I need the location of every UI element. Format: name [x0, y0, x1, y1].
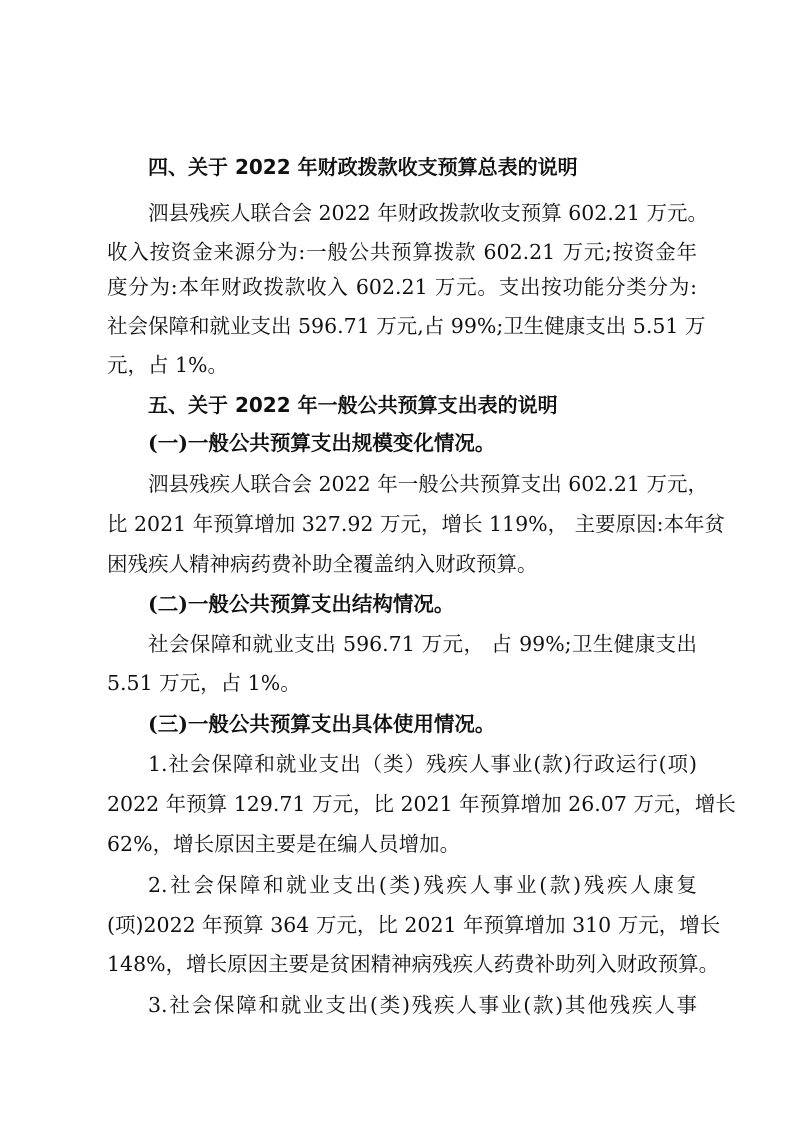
paragraph-line: 度分为:本年财政拨款收入 602.21 万元。支出按功能分类分为:: [107, 275, 697, 299]
subsection-3-heading: (三)一般公共预算支出具体使用情况。: [148, 712, 496, 736]
list-item-line: 2.社会保障和就业支出(类)残疾人事业(款)残疾人康复: [148, 873, 697, 897]
list-item-line: 2022 年预算 129.71 万元，比 2021 年预算增加 26.07 万元，增长: [107, 792, 736, 816]
section-5-heading: 五、关于 2022 年一般公共预算支出表的说明: [148, 393, 558, 417]
paragraph-line: 社会保障和就业支出 596.71 万元,占 99%;卫生健康支出 5.51 万: [107, 314, 706, 338]
list-item-line: 1.社会保障和就业支出（类）残疾人事业(款)行政运行(项): [148, 752, 697, 776]
paragraph-line: 困残疾人精神病药费补助全覆盖纳入财政预算。: [107, 552, 538, 576]
paragraph-line: 5.51 万元，占 1%。: [107, 671, 301, 695]
list-item-line: 3.社会保障和就业支出(类)残疾人事业(款)其他残疾人事: [148, 993, 697, 1017]
list-item-line: (项)2022 年预算 364 万元，比 2021 年预算增加 310 万元，增长: [107, 913, 721, 937]
paragraph-line: 收入按资金来源分为:一般公共预算拨款 602.21 万元;按资金年: [107, 240, 697, 264]
paragraph-line: 泗县残疾人联合会 2022 年财政拨款收支预算 602.21 万元。: [148, 201, 708, 225]
list-item-line: 62%，增长原因主要是在编人员增加。: [107, 832, 461, 856]
paragraph-line: 泗县残疾人联合会 2022 年一般公共预算支出 602.21 万元，: [148, 472, 708, 496]
subsection-2-heading: (二)一般公共预算支出结构情况。: [148, 592, 455, 616]
subsection-1-heading: (一)一般公共预算支出规模变化情况。: [148, 431, 496, 455]
list-item-line: 148%，增长原因主要是贫困精神病残疾人药费补助列入财政预算。: [107, 952, 720, 976]
section-4-heading: 四、关于 2022 年财政拨款收支预算总表的说明: [148, 155, 578, 179]
paragraph-line: 比 2021 年预算增加 327.92 万元，增长 119%， 主要原因:本年贫: [107, 512, 726, 536]
paragraph-line: 社会保障和就业支出 596.71 万元， 占 99%;卫生健康支出: [148, 632, 697, 656]
paragraph-line: 元，占 1%。: [107, 353, 229, 377]
